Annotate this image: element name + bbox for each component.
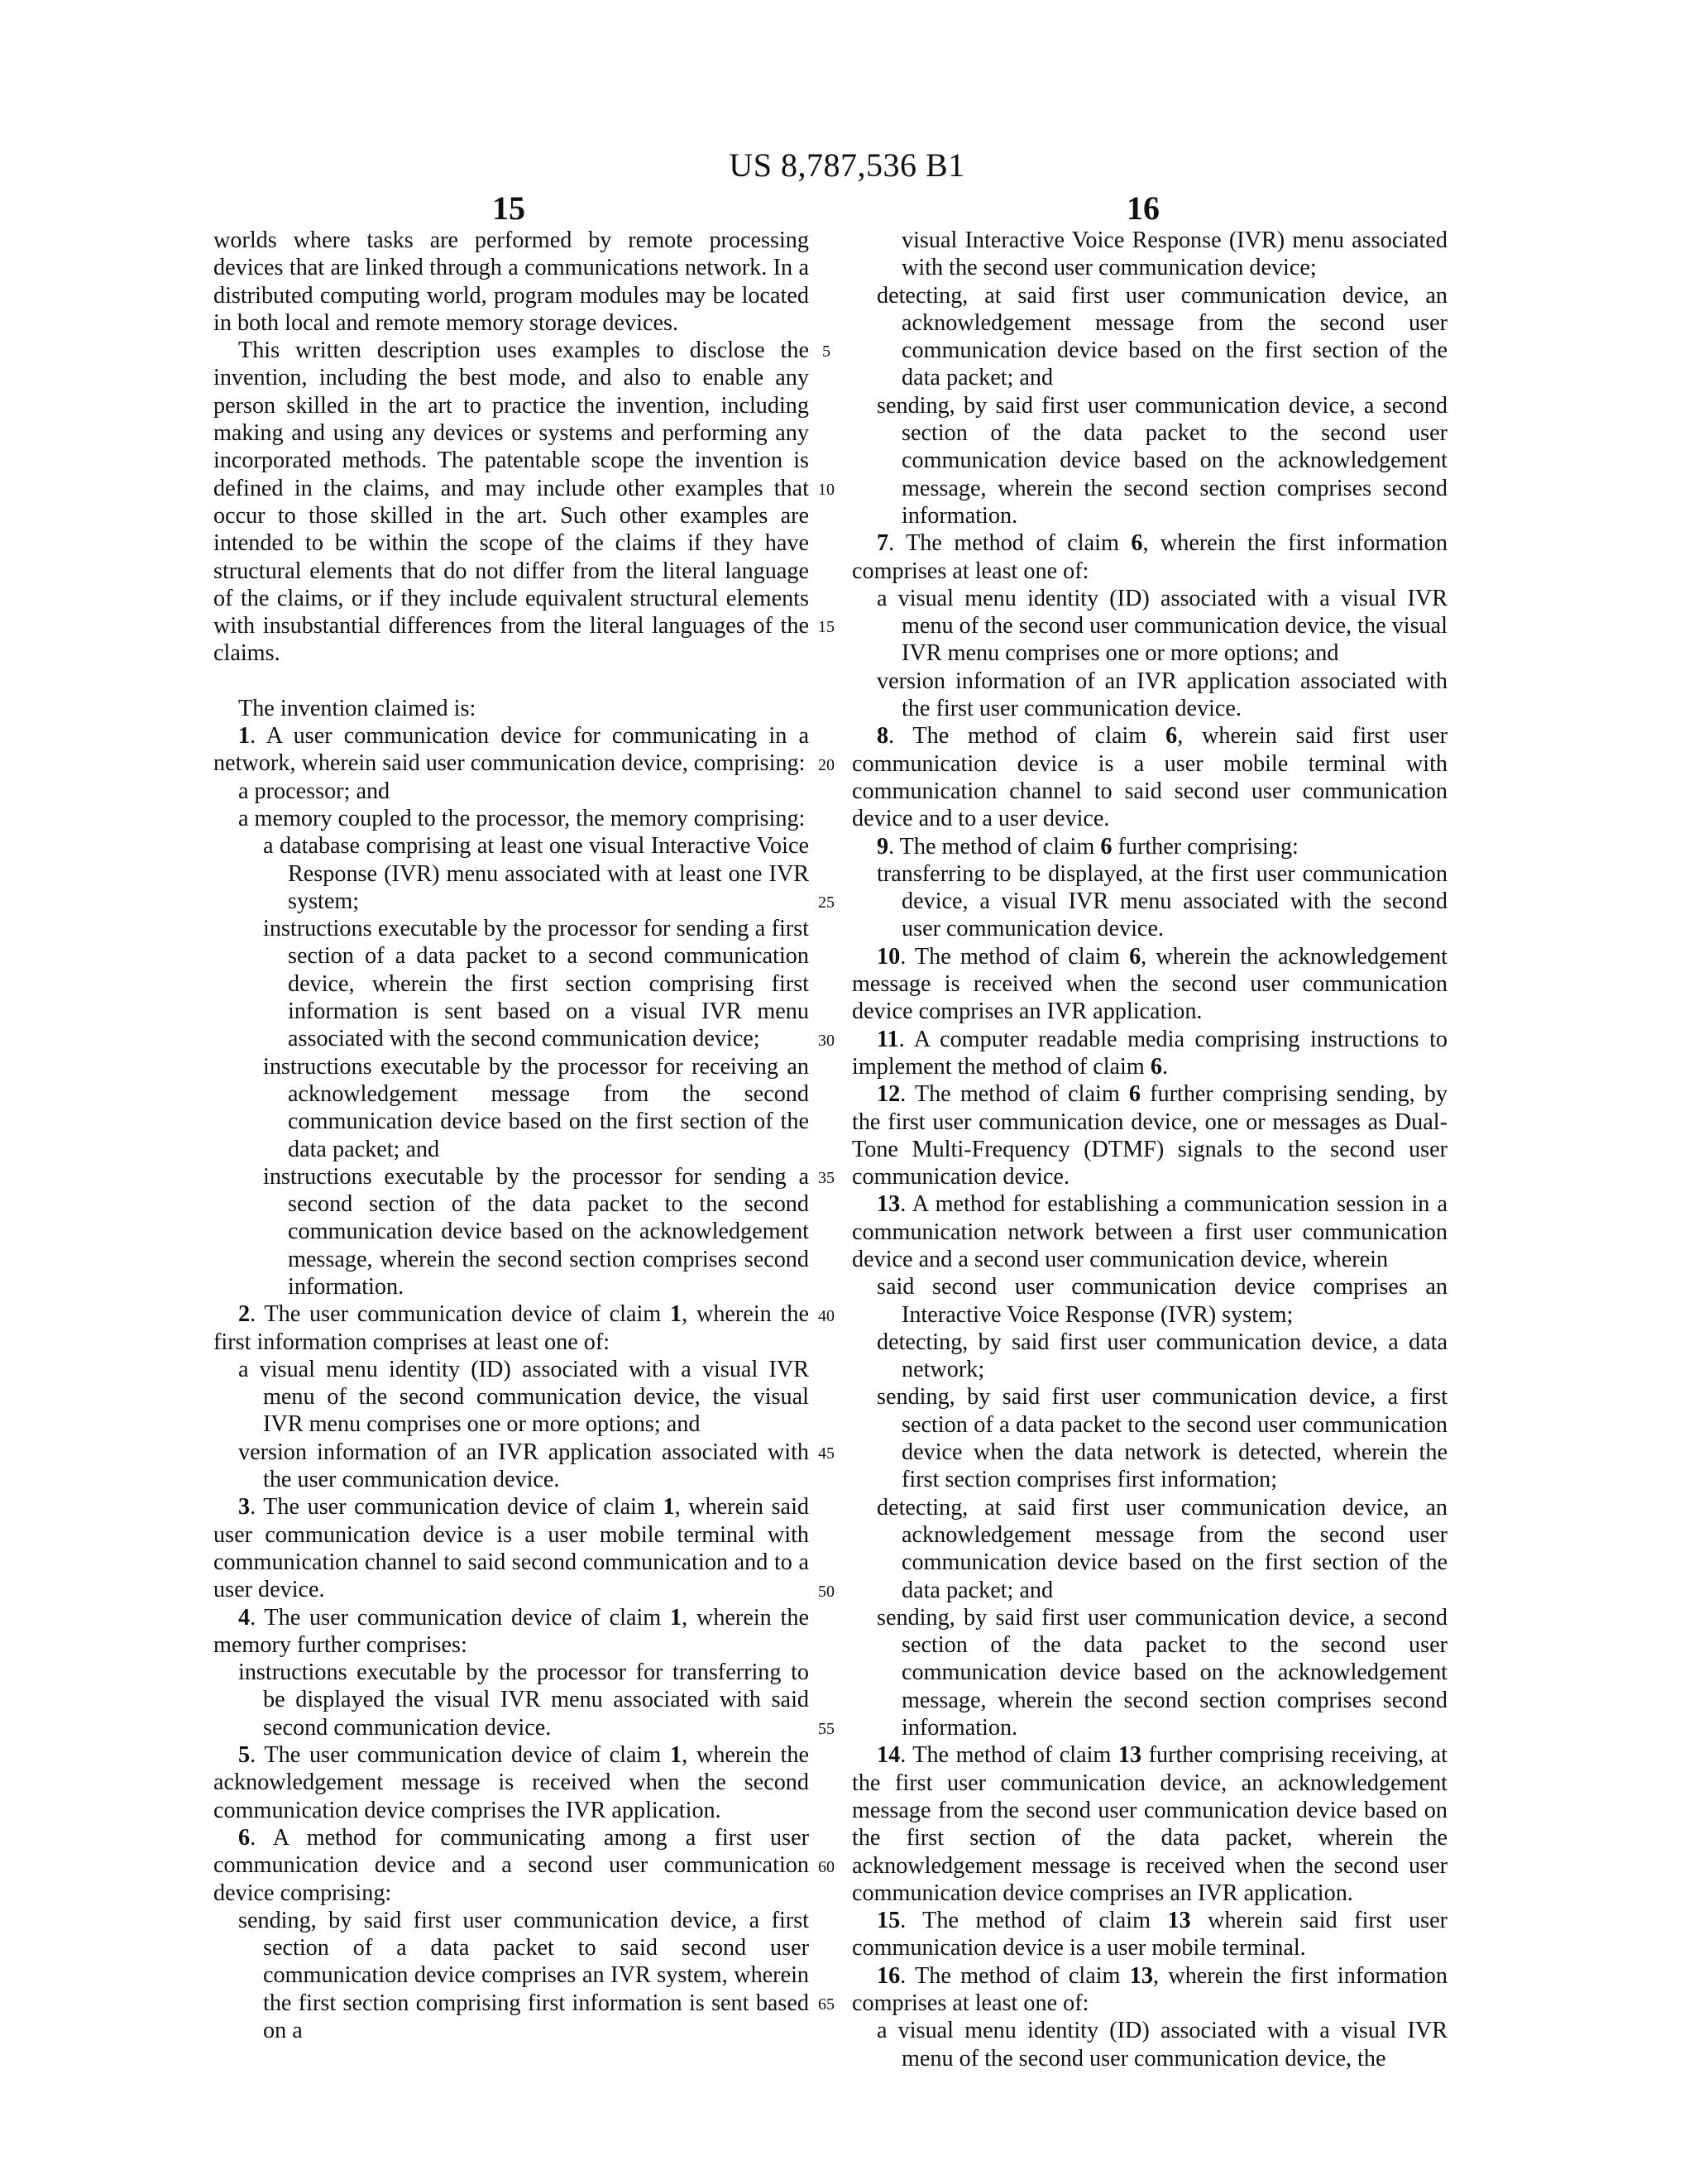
claim-number: 1	[238, 723, 251, 750]
line-number: 40	[818, 1306, 835, 1325]
text-paragraph	[213, 227, 809, 337]
claim-reference: 6	[1150, 1053, 1162, 1080]
paragraph-text: a processor; and	[238, 778, 390, 804]
paragraph-text: The invention claimed is:	[238, 695, 476, 721]
paragraph-text: further comprising sending, by the first user communication device, one or messages as Dual-Tone Multi-Frequency (DTMF) signals to the second user communication device.	[852, 1081, 1448, 1190]
paragraph-text: instructions executable by the processor for sending a second section of the data packet to the second communication device based on the acknowledgement message, wherein the second section comprises second information.	[263, 1163, 809, 1300]
paragraph-text: sending, by said first user communication device, a first section of a data packet to the second user communication device when the data network is detected, wherein the first section comprises first information;	[877, 1384, 1448, 1493]
text-paragraph	[213, 1907, 809, 2044]
claim-paragraph	[852, 1741, 1448, 1907]
paragraph-text: . A method for establishing a communication session in a communication network between a first user communication device and a second user communication device, wherein	[852, 1191, 1448, 1272]
claim-reference: 13	[1167, 1908, 1191, 1934]
paragraph-text: further comprising receiving, at the first user communication device, an acknowledgement message from the second user communication device based on the first section of the data packet, wherein the acknowledgement message is received when the second user communication device comprises an IVR application.	[852, 1742, 1448, 1906]
paragraph-text: sending, by said first user communication device, a first section of a data packet to said second user communication device comprises an IVR system, wherein the first section comprising first information is sent based on a	[238, 1907, 809, 2043]
text-paragraph	[213, 1053, 809, 1163]
claim-paragraph	[852, 1962, 1448, 2018]
claim-number: 7	[877, 530, 889, 557]
text-paragraph	[852, 860, 1448, 943]
paragraph-text: . The method of claim	[900, 1081, 1129, 1108]
line-number: 10	[818, 480, 835, 499]
text-paragraph	[213, 1439, 809, 1494]
paragraph-text: , wherein the first information comprises at least one of:	[213, 1301, 809, 1355]
text-paragraph	[213, 1163, 809, 1300]
claim-paragraph	[852, 1026, 1448, 1081]
text-paragraph	[213, 805, 809, 832]
text-paragraph	[213, 695, 809, 722]
claim-paragraph	[852, 833, 1448, 860]
paragraph-text: , wherein said first user communication device is a user mobile terminal with communication channel to said second user communication device and to a user device.	[852, 723, 1448, 832]
paragraph-text: visual Interactive Voice Response (IVR) menu associated with the second user communication device;	[902, 228, 1448, 281]
line-number: 45	[818, 1444, 835, 1463]
paragraph-text: worlds where tasks are performed by remote processing devices that are linked through a communications network. In a distributed computing world, program modules may be located in both local and remote memory storage devices.	[213, 228, 809, 336]
claim-number: 12	[877, 1081, 901, 1108]
line-number: 5	[822, 342, 830, 362]
paragraph-text: , wherein the acknowledgement message is received when the second user communication device comprises an IVR application.	[852, 943, 1448, 1025]
line-number: 25	[818, 893, 835, 912]
paragraph-text: .	[1161, 1053, 1169, 1080]
line-number: 65	[818, 1995, 835, 2014]
paragraph-text: version information of an IVR application associated with the first user communication device.	[877, 668, 1448, 722]
claim-number: 8	[877, 723, 889, 750]
claim-number: 6	[238, 1824, 251, 1851]
paragraph-text: detecting, at said first user communication device, an acknowledgement message from the second user communication device based on the first section of the data packet; and	[877, 282, 1448, 391]
claim-paragraph	[213, 1824, 809, 1907]
paragraph-text: . The method of claim	[888, 530, 1132, 557]
claim-number: 9	[877, 833, 889, 860]
text-paragraph	[852, 1273, 1448, 1329]
line-number: 20	[818, 755, 835, 774]
paragraph-text: version information of an IVR application associated with the user communication device.	[238, 1439, 809, 1493]
claim-paragraph	[852, 943, 1448, 1026]
line-number: 35	[818, 1169, 835, 1188]
claim-paragraph	[213, 722, 809, 778]
claim-number: 10	[877, 943, 901, 970]
paragraph-text: transferring to be displayed, at the first user communication device, a visual IVR menu associated with the second user communication device.	[877, 860, 1448, 942]
paragraph-text: , wherein the memory further comprises:	[213, 1604, 809, 1658]
text-paragraph	[852, 1329, 1448, 1384]
claim-reference: 6	[1165, 723, 1178, 750]
text-paragraph	[213, 778, 809, 805]
paragraph-text: . A method for communicating among a first user communication device and a second user communication device comprising:	[213, 1824, 809, 1906]
line-number: 50	[818, 1582, 835, 1601]
claim-reference: 1	[670, 1604, 682, 1631]
line-number: 15	[818, 618, 835, 637]
claim-number: 2	[238, 1301, 251, 1328]
claim-paragraph	[852, 722, 1448, 832]
paragraph-text: sending, by said first user communication device, a second section of the data packet to the second user communication device based on the acknowledgement message, wherein the second section comprises second information.	[877, 1604, 1448, 1741]
paragraph-text: sending, by said first user communication device, a second section of the data packet to the second user communication device based on the acknowledgement message, wherein the second section comprises second information.	[877, 392, 1448, 529]
claim-number: 5	[238, 1742, 251, 1769]
paragraph-text: . The method of claim	[900, 1742, 1118, 1769]
paragraph-text: a visual menu identity (ID) associated with a visual IVR menu of the second user communication device, the	[877, 2018, 1448, 2071]
claim-number: 14	[877, 1742, 901, 1769]
claim-number: 16	[877, 1962, 901, 1989]
text-paragraph	[213, 915, 809, 1052]
paragraph-text: , wherein the first information comprises at least one of:	[852, 530, 1448, 584]
claim-reference: 13	[1117, 1742, 1142, 1769]
patent-number: US 8,787,536 B1	[729, 146, 965, 184]
text-paragraph	[852, 668, 1448, 723]
paragraph-text: , wherein the first information comprises at least one of:	[852, 1962, 1448, 2016]
paragraph-text: a memory coupled to the processor, the memory comprising:	[238, 805, 806, 831]
text-paragraph	[852, 1383, 1448, 1493]
claim-reference: 1	[670, 1742, 682, 1769]
left-page-number: 15	[492, 189, 525, 227]
text-paragraph	[213, 1659, 809, 1741]
claim-paragraph	[213, 1493, 809, 1603]
paragraph-text: instructions executable by the processor for sending a first section of a data packet to a second communication device, wherein the first section comprising first information is sent based on a visual IVR menu associated with the second communication device;	[263, 916, 809, 1052]
paragraph-text: . The method of claim	[888, 833, 1101, 860]
claim-paragraph	[213, 1604, 809, 1660]
paragraph-text: , wherein said user communication device is a user mobile terminal with communication channel to said second communication and to a user device.	[213, 1494, 809, 1603]
claim-reference: 6	[1100, 833, 1113, 860]
claim-reference: 13	[1129, 1962, 1153, 1989]
claim-paragraph	[852, 1907, 1448, 1962]
claim-number: 3	[238, 1494, 251, 1521]
line-number: 55	[818, 1720, 835, 1739]
paragraph-text: instructions executable by the processor for transferring to be displayed the visual IVR menu associated with said second communication device.	[238, 1660, 809, 1741]
paragraph-text: further comprising:	[1112, 833, 1299, 860]
paragraph-text: . The method of claim	[888, 723, 1166, 750]
text-paragraph	[213, 337, 809, 668]
text-paragraph	[213, 1356, 809, 1439]
paragraph-text: said second user communication device comprises an Interactive Voice Response (IVR) system;	[877, 1274, 1448, 1328]
paragraph-text: a visual menu identity (ID) associated with a visual IVR menu of the second user communication device, the visual IVR menu comprises one or more options; and	[877, 585, 1448, 667]
paragraph-text: . The user communication device of claim	[250, 1604, 671, 1631]
paragraph-text: . The method of claim	[900, 1962, 1130, 1989]
claim-reference: 6	[1128, 1081, 1141, 1108]
paragraph-text: This written description uses examples to disclose the invention, including the best mode, and also to enable any person skilled in the art to practice the invention, including making and using any devices or systems and performing any incorporated methods. The patentable scope the invention is defined in the claims, and may include other examples that occur to those skilled in the art. Such other examples are intended to be within the scope of the claims if they have structural elements that do not differ from the literal language of the claims, or if they include equivalent structural elements with insubstantial differences from the literal languages of the claims.	[213, 338, 809, 667]
paragraph-text: detecting, at said first user communication device, an acknowledgement message from the second user communication device based on the first section of the data packet; and	[877, 1494, 1448, 1603]
left-column	[213, 227, 809, 2044]
text-paragraph	[852, 1604, 1448, 1741]
claim-paragraph	[852, 1080, 1448, 1190]
paragraph-text: instructions executable by the processor for receiving an acknowledgement message from the second communication device based on the first section of the data packet; and	[263, 1053, 809, 1162]
text-paragraph	[852, 227, 1448, 282]
claim-reference: 6	[1131, 530, 1143, 557]
paragraph-text: . A computer readable media comprising instructions to implement the method of claim	[852, 1026, 1448, 1080]
text-paragraph	[852, 282, 1448, 392]
claim-number: 13	[877, 1191, 901, 1218]
claim-number: 4	[238, 1604, 251, 1631]
claim-reference: 1	[663, 1494, 675, 1521]
claim-paragraph	[852, 529, 1448, 585]
paragraph-text: , wherein the acknowledgement message is received when the second communication device comprises the IVR application.	[213, 1742, 809, 1823]
line-number: 30	[818, 1031, 835, 1050]
claim-number: 11	[877, 1026, 899, 1052]
text-paragraph	[852, 1494, 1448, 1604]
paragraph-text: . A user communication device for communicating in a network, wherein said user communication device, comprising:	[213, 723, 809, 777]
claim-number: 15	[877, 1908, 901, 1934]
paragraph-text: . The user communication device of claim	[250, 1494, 663, 1521]
paragraph-text: . The user communication device of claim	[250, 1301, 671, 1328]
text-paragraph	[852, 585, 1448, 668]
text-paragraph	[852, 392, 1448, 529]
claim-paragraph	[213, 1300, 809, 1356]
line-number: 60	[818, 1857, 835, 1876]
claim-paragraph	[852, 1190, 1448, 1273]
paragraph-text: . The method of claim	[900, 943, 1130, 970]
paragraph-text: . The user communication device of claim	[250, 1742, 671, 1769]
right-page-number: 16	[1127, 189, 1160, 227]
claim-reference: 1	[670, 1301, 682, 1328]
paragraph-text: a database comprising at least one visual Interactive Voice Response (IVR) menu associated with at least one IVR system;	[263, 833, 809, 914]
text-paragraph	[213, 832, 809, 915]
paragraph-text: a visual menu identity (ID) associated with a visual IVR menu of the second communication device, the visual IVR menu comprises one or more options; and	[238, 1356, 809, 1438]
paragraph-text: wherein said first user communication device is a user mobile terminal.	[852, 1908, 1448, 1961]
text-paragraph	[852, 2017, 1448, 2072]
paragraph-text: detecting, by said first user communication device, a data network;	[877, 1329, 1448, 1383]
right-column	[852, 227, 1448, 2072]
claim-reference: 6	[1129, 943, 1141, 970]
paragraph-text: . The method of claim	[900, 1908, 1168, 1934]
claim-paragraph	[213, 1741, 809, 1824]
